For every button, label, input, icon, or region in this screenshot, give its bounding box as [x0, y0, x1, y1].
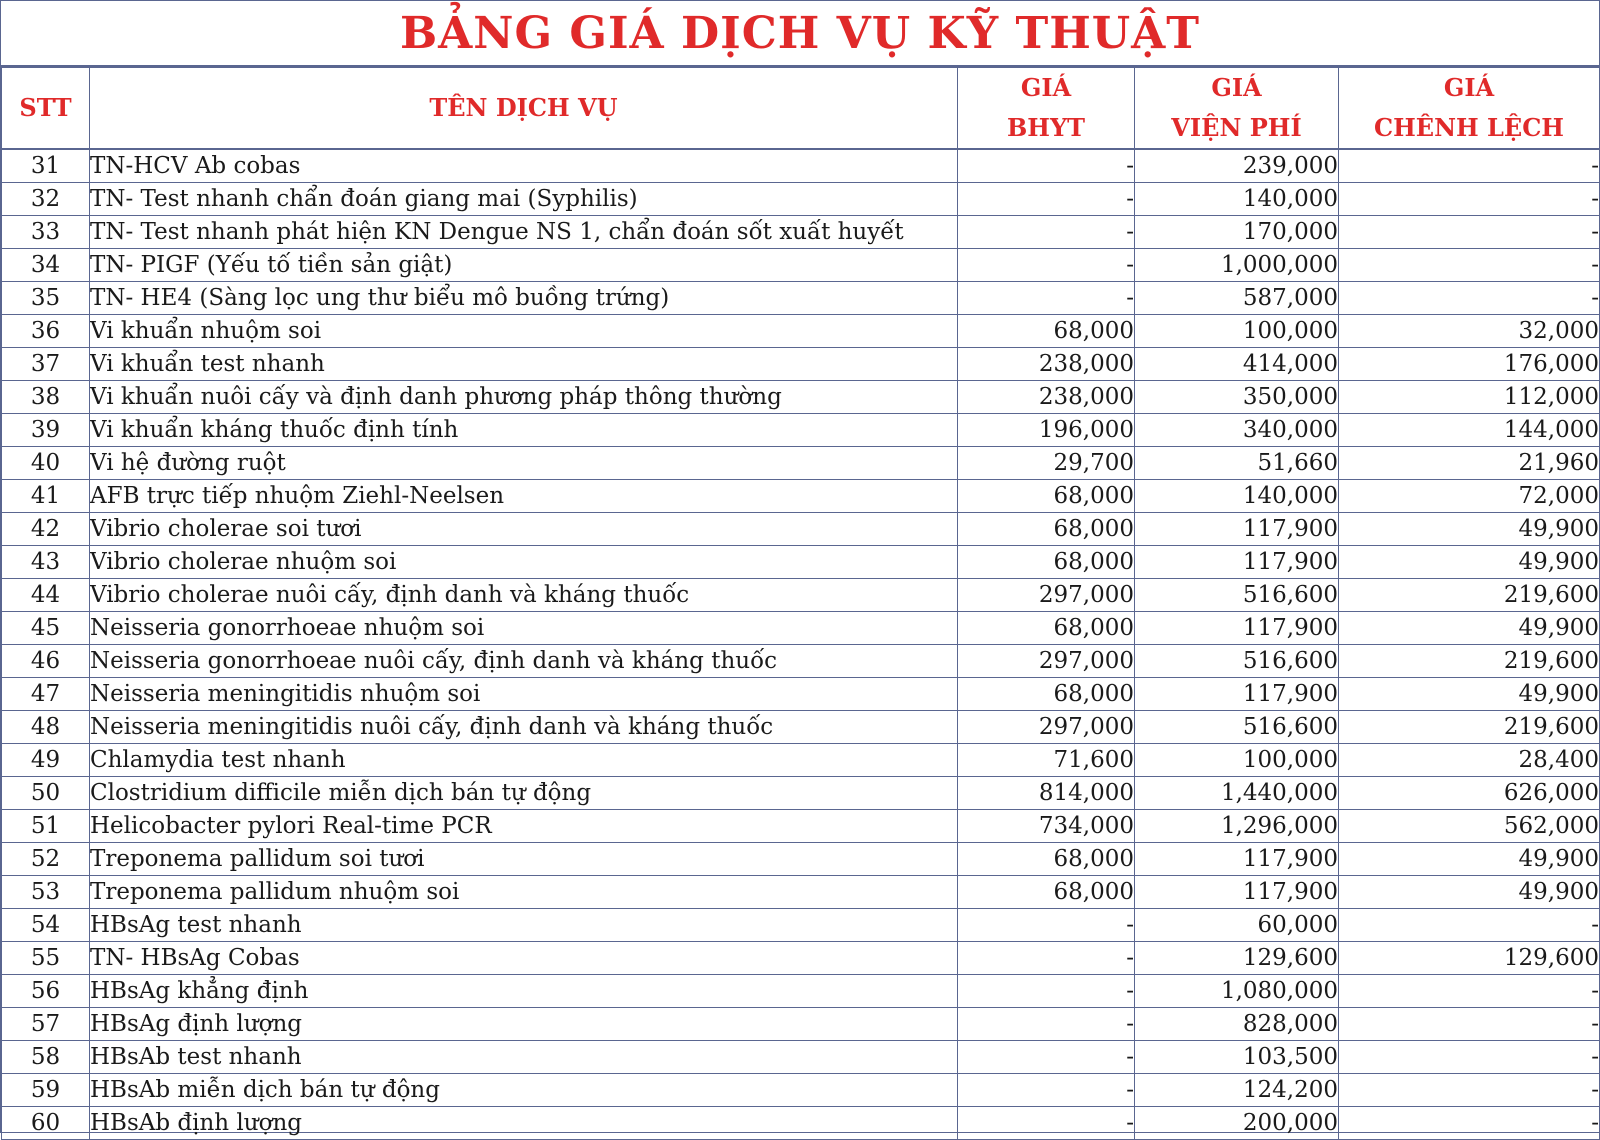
cell-bhyt-price: - — [958, 183, 1135, 216]
cell-chenhlech-price: 49,900 — [1339, 678, 1600, 711]
cell-vienphi-price: 100,000 — [1135, 315, 1339, 348]
cell-chenhlech-price: 72,000 — [1339, 480, 1600, 513]
cell-chenhlech-price: - — [1339, 282, 1600, 315]
table-row — [2, 678, 1600, 711]
cell-service-name: Helicobacter pylori Real-time PCR — [90, 810, 958, 843]
cell-bhyt-price: - — [958, 1074, 1135, 1107]
cell-chenhlech-price: 176,000 — [1339, 348, 1600, 381]
cell-chenhlech-price: - — [1339, 1074, 1600, 1107]
cell-service-name: Chlamydia test nhanh — [90, 744, 958, 777]
cell-vienphi-price: 170,000 — [1135, 216, 1339, 249]
table-row — [2, 149, 1600, 183]
cell-service-name: Vi khuẩn nhuộm soi — [90, 315, 958, 348]
cell-bhyt-price: 68,000 — [958, 315, 1135, 348]
cell-chenhlech-price: - — [1339, 149, 1600, 183]
cell-service-name: TN- PIGF (Yếu tố tiền sản giật) — [90, 249, 958, 282]
table-row — [2, 579, 1600, 612]
cell-bhyt-price: 68,000 — [958, 513, 1135, 546]
table-row — [2, 315, 1600, 348]
cell-bhyt-price: 814,000 — [958, 777, 1135, 810]
cell-stt: 35 — [2, 282, 90, 315]
cell-stt: 46 — [2, 645, 90, 678]
cell-service-name: TN- HE4 (Sàng lọc ung thư biểu mô buồng trứng) — [90, 282, 958, 315]
cell-stt: 37 — [2, 348, 90, 381]
cell-vienphi-price: 117,900 — [1135, 513, 1339, 546]
cell-bhyt-price: 68,000 — [958, 876, 1135, 909]
header-stt: STT — [2, 68, 90, 150]
table-row — [2, 843, 1600, 876]
cell-bhyt-price: 734,000 — [958, 810, 1135, 843]
cell-chenhlech-price: 219,600 — [1339, 711, 1600, 744]
cell-chenhlech-price: - — [1339, 909, 1600, 942]
cell-vienphi-price: 117,900 — [1135, 678, 1339, 711]
cell-stt: 53 — [2, 876, 90, 909]
cell-stt: 51 — [2, 810, 90, 843]
cell-vienphi-price: 340,000 — [1135, 414, 1339, 447]
table-row — [2, 975, 1600, 1008]
table-row — [2, 942, 1600, 975]
cell-vienphi-price: 140,000 — [1135, 183, 1339, 216]
table-row — [2, 909, 1600, 942]
cell-chenhlech-price: 28,400 — [1339, 744, 1600, 777]
cell-vienphi-price: 103,500 — [1135, 1041, 1339, 1074]
cell-vienphi-price: 239,000 — [1135, 149, 1339, 183]
cell-chenhlech-price: 112,000 — [1339, 381, 1600, 414]
cell-vienphi-price: 60,000 — [1135, 909, 1339, 942]
cell-vienphi-price: 124,200 — [1135, 1074, 1339, 1107]
table-row — [2, 744, 1600, 777]
cell-stt: 54 — [2, 909, 90, 942]
table-row — [2, 414, 1600, 447]
cell-bhyt-price: 297,000 — [958, 711, 1135, 744]
cell-vienphi-price: 828,000 — [1135, 1008, 1339, 1041]
cell-bhyt-price: - — [958, 216, 1135, 249]
cell-vienphi-price: 587,000 — [1135, 282, 1339, 315]
header-vienphi-line-2: VIỆN PHÍ — [1171, 113, 1302, 142]
cell-service-name: AFB trực tiếp nhuộm Ziehl-Neelsen — [90, 480, 958, 513]
cell-stt: 41 — [2, 480, 90, 513]
cell-bhyt-price: 68,000 — [958, 612, 1135, 645]
header-vienphi-price — [1135, 68, 1339, 150]
cell-service-name: HBsAg khẳng định — [90, 975, 958, 1008]
table-row — [2, 1008, 1600, 1041]
cell-vienphi-price: 516,600 — [1135, 645, 1339, 678]
header-chenhlech-price — [1339, 68, 1600, 150]
cell-vienphi-price: 350,000 — [1135, 381, 1339, 414]
cell-chenhlech-price: 219,600 — [1339, 645, 1600, 678]
cell-bhyt-price: - — [958, 1041, 1135, 1074]
cell-stt: 58 — [2, 1041, 90, 1074]
cell-stt: 52 — [2, 843, 90, 876]
cell-chenhlech-price: 21,960 — [1339, 447, 1600, 480]
cell-stt: 56 — [2, 975, 90, 1008]
cell-bhyt-price: - — [958, 975, 1135, 1008]
cell-stt: 40 — [2, 447, 90, 480]
table-row — [2, 381, 1600, 414]
cell-vienphi-price: 1,000,000 — [1135, 249, 1339, 282]
cell-stt: 33 — [2, 216, 90, 249]
cell-service-name: Neisseria gonorrhoeae nhuộm soi — [90, 612, 958, 645]
cell-chenhlech-price: - — [1339, 249, 1600, 282]
cell-service-name: HBsAg định lượng — [90, 1008, 958, 1041]
cell-vienphi-price: 117,900 — [1135, 612, 1339, 645]
cell-chenhlech-price: 219,600 — [1339, 579, 1600, 612]
cell-service-name: Vibrio cholerae nhuộm soi — [90, 546, 958, 579]
table-row — [2, 1074, 1600, 1107]
cell-stt: 44 — [2, 579, 90, 612]
cell-chenhlech-price: 32,000 — [1339, 315, 1600, 348]
cell-chenhlech-price: - — [1339, 183, 1600, 216]
cell-service-name: Treponema pallidum nhuộm soi — [90, 876, 958, 909]
cell-bhyt-price: - — [958, 282, 1135, 315]
cell-bhyt-price: 297,000 — [958, 645, 1135, 678]
price-table — [1, 67, 1600, 1140]
cell-stt: 34 — [2, 249, 90, 282]
cell-vienphi-price: 1,080,000 — [1135, 975, 1339, 1008]
cell-vienphi-price: 414,000 — [1135, 348, 1339, 381]
header-chenhlech-line-2: CHÊNH LỆCH — [1374, 113, 1564, 142]
cell-stt: 38 — [2, 381, 90, 414]
cell-stt: 59 — [2, 1074, 90, 1107]
table-row — [2, 282, 1600, 315]
cell-service-name: Neisseria gonorrhoeae nuôi cấy, định danh và kháng thuốc — [90, 645, 958, 678]
cell-chenhlech-price: 49,900 — [1339, 843, 1600, 876]
cell-stt: 31 — [2, 149, 90, 183]
cell-chenhlech-price: 49,900 — [1339, 612, 1600, 645]
table-row — [2, 216, 1600, 249]
header-chenhlech-line-1: GIÁ — [1443, 73, 1495, 102]
cell-stt: 49 — [2, 744, 90, 777]
cell-chenhlech-price: 562,000 — [1339, 810, 1600, 843]
cell-bhyt-price: - — [958, 1107, 1135, 1140]
cell-stt: 60 — [2, 1107, 90, 1140]
table-row — [2, 612, 1600, 645]
cell-service-name: Neisseria meningitidis nhuộm soi — [90, 678, 958, 711]
cell-vienphi-price: 117,900 — [1135, 876, 1339, 909]
cell-bhyt-price: 68,000 — [958, 843, 1135, 876]
cell-service-name: Treponema pallidum soi tươi — [90, 843, 958, 876]
table-row — [2, 645, 1600, 678]
cell-service-name: TN-HCV Ab cobas — [90, 149, 958, 183]
cell-chenhlech-price: 49,900 — [1339, 513, 1600, 546]
cell-vienphi-price: 100,000 — [1135, 744, 1339, 777]
cell-stt: 55 — [2, 942, 90, 975]
cell-stt: 57 — [2, 1008, 90, 1041]
cell-vienphi-price: 51,660 — [1135, 447, 1339, 480]
cell-vienphi-price: 117,900 — [1135, 546, 1339, 579]
cell-chenhlech-price: - — [1339, 1041, 1600, 1074]
cell-service-name: Vibrio cholerae nuôi cấy, định danh và kháng thuốc — [90, 579, 958, 612]
cell-bhyt-price: 297,000 — [958, 579, 1135, 612]
header-bhyt-line-2: BHYT — [1007, 113, 1085, 142]
cell-service-name: TN- Test nhanh phát hiện KN Dengue NS 1, chẩn đoán sốt xuất huyết — [90, 216, 958, 249]
cell-service-name: Clostridium difficile miễn dịch bán tự động — [90, 777, 958, 810]
table-row — [2, 777, 1600, 810]
cell-chenhlech-price: 129,600 — [1339, 942, 1600, 975]
header-bhyt-price — [958, 68, 1135, 150]
table-body — [2, 149, 1600, 1140]
cell-chenhlech-price: 144,000 — [1339, 414, 1600, 447]
cell-service-name: Vibrio cholerae soi tươi — [90, 513, 958, 546]
cell-chenhlech-price: 626,000 — [1339, 777, 1600, 810]
cell-bhyt-price: 238,000 — [958, 348, 1135, 381]
cell-bhyt-price: - — [958, 149, 1135, 183]
cell-bhyt-price: 238,000 — [958, 381, 1135, 414]
cell-bhyt-price: 68,000 — [958, 546, 1135, 579]
cell-bhyt-price: - — [958, 942, 1135, 975]
cell-vienphi-price: 117,900 — [1135, 843, 1339, 876]
cell-bhyt-price: 68,000 — [958, 678, 1135, 711]
cell-bhyt-price: 29,700 — [958, 447, 1135, 480]
cell-service-name: HBsAb miễn dịch bán tự động — [90, 1074, 958, 1107]
cell-vienphi-price: 1,440,000 — [1135, 777, 1339, 810]
table-row — [2, 447, 1600, 480]
cell-service-name: HBsAb test nhanh — [90, 1041, 958, 1074]
table-row — [2, 711, 1600, 744]
table-row — [2, 480, 1600, 513]
cell-chenhlech-price: 49,900 — [1339, 546, 1600, 579]
table-row — [2, 183, 1600, 216]
cell-stt: 39 — [2, 414, 90, 447]
table-row — [2, 348, 1600, 381]
cell-service-name: Vi khuẩn kháng thuốc định tính — [90, 414, 958, 447]
cell-vienphi-price: 140,000 — [1135, 480, 1339, 513]
cell-stt: 50 — [2, 777, 90, 810]
table-header-row — [2, 68, 1600, 150]
cell-chenhlech-price: - — [1339, 216, 1600, 249]
cell-bhyt-price: 68,000 — [958, 480, 1135, 513]
cell-stt: 45 — [2, 612, 90, 645]
cell-service-name: Neisseria meningitidis nuôi cấy, định danh và kháng thuốc — [90, 711, 958, 744]
cell-bhyt-price: - — [958, 909, 1135, 942]
cell-service-name: Vi khuẩn nuôi cấy và định danh phương pháp thông thường — [90, 381, 958, 414]
cell-stt: 36 — [2, 315, 90, 348]
cell-stt: 47 — [2, 678, 90, 711]
cell-vienphi-price: 200,000 — [1135, 1107, 1339, 1140]
header-bhyt-line-1: GIÁ — [1020, 73, 1072, 102]
cell-bhyt-price: 196,000 — [958, 414, 1135, 447]
cell-stt: 48 — [2, 711, 90, 744]
cell-stt: 43 — [2, 546, 90, 579]
table-row — [2, 1107, 1600, 1140]
cell-service-name: Vi khuẩn test nhanh — [90, 348, 958, 381]
table-row — [2, 1041, 1600, 1074]
cell-vienphi-price: 129,600 — [1135, 942, 1339, 975]
cell-vienphi-price: 516,600 — [1135, 579, 1339, 612]
cell-stt: 32 — [2, 183, 90, 216]
cell-service-name: HBsAg test nhanh — [90, 909, 958, 942]
table-row — [2, 513, 1600, 546]
cell-vienphi-price: 1,296,000 — [1135, 810, 1339, 843]
cell-service-name: TN- HBsAg Cobas — [90, 942, 958, 975]
cell-service-name: Vi hệ đường ruột — [90, 447, 958, 480]
cell-service-name: TN- Test nhanh chẩn đoán giang mai (Syphilis) — [90, 183, 958, 216]
table-row — [2, 810, 1600, 843]
table-row — [2, 546, 1600, 579]
cell-service-name: HBsAb định lượng — [90, 1107, 958, 1140]
header-vienphi-line-1: GIÁ — [1211, 73, 1262, 102]
cell-stt: 42 — [2, 513, 90, 546]
cell-chenhlech-price: - — [1339, 975, 1600, 1008]
cell-chenhlech-price: - — [1339, 1107, 1600, 1140]
cell-vienphi-price: 516,600 — [1135, 711, 1339, 744]
cell-chenhlech-price: 49,900 — [1339, 876, 1600, 909]
cell-bhyt-price: - — [958, 249, 1135, 282]
page-title: BẢNG GIÁ DỊCH VỤ KỸ THUẬT — [1, 1, 1599, 67]
cell-bhyt-price: 71,600 — [958, 744, 1135, 777]
table-row — [2, 249, 1600, 282]
header-service-name: TÊN DỊCH VỤ — [90, 68, 958, 150]
table-row — [2, 876, 1600, 909]
cell-chenhlech-price: - — [1339, 1008, 1600, 1041]
cell-bhyt-price: - — [958, 1008, 1135, 1041]
